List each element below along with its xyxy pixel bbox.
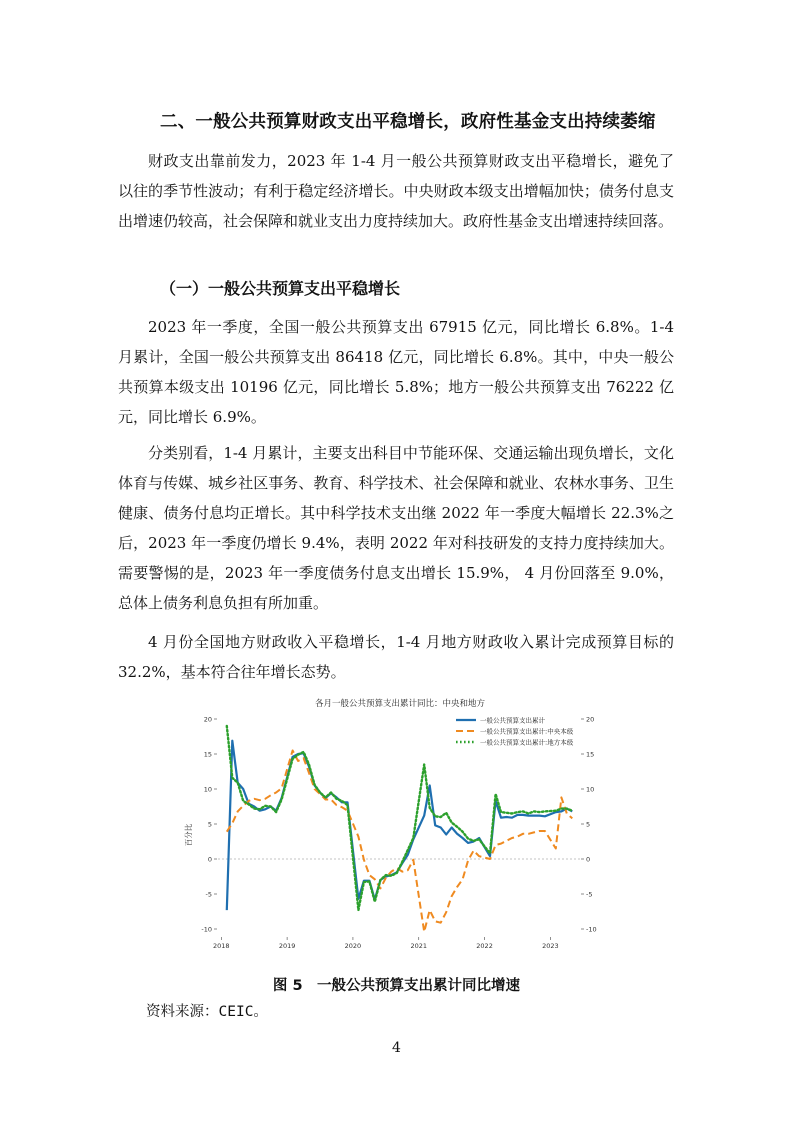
ytick-label-left: -10	[201, 925, 212, 934]
page-number: 4	[392, 1040, 401, 1056]
paragraph-2: 2023 年一季度，全国一般公共预算支出 67915 亿元，同比增长 6.8%。1-4 月累计，全国一般公共预算支出 86418 亿元，同比增长 6.8%。其中，中央一般公共预算本级支出 10196 亿元，同比增长 5.8%；地方一般公共预算支出 76222 亿元，同比增长 6.9%。	[118, 318, 674, 426]
ytick-label-right: 5	[586, 820, 591, 829]
ytick-label-right: 10	[586, 785, 595, 794]
paragraph-1: 财政支出靠前发力，2023 年 1-4 月一般公共预算财政支出平稳增长，避免了以往的季节性波动；有利于稳定经济增长。中央财政本级支出增幅加快；债务付息支出增速仍较高，社会保障和就业支出力度持续加大。政府性基金支出增速持续回落。	[118, 152, 674, 230]
series-line-2	[227, 751, 573, 932]
xtick-label: 2023	[542, 942, 559, 950]
ytick-label-left: 15	[203, 750, 212, 759]
chart-legend	[456, 716, 574, 747]
ytick-label-left: 20	[203, 715, 212, 724]
figure-source: 资料来源：CEIC。	[146, 1004, 268, 1020]
ytick-label-left: 0	[207, 855, 212, 864]
legend-label-3: 一般公共预算支出累计:地方本级	[480, 738, 574, 747]
chart-lines	[227, 726, 573, 932]
paragraph-4: 4 月份全国地方财政收入平稳增长，1-4 月地方财政收入累计完成预算目标的 32.2%，基本符合往年增长态势。	[118, 633, 674, 681]
xtick-label: 2020	[344, 942, 362, 950]
legend-label-1: 一般公共预算支出累计	[480, 716, 545, 725]
chart-axes	[201, 716, 596, 951]
figure-caption: 图 5 一般公共预算支出累计同比增速	[272, 978, 521, 994]
chart-title: 各月一般公共预算支出累计同比：中央和地方	[314, 699, 486, 709]
section-title: 二、一般公共预算财政支出平稳增长，政府性基金支出持续萎缩	[160, 112, 656, 132]
ytick-label-left: 5	[207, 820, 212, 829]
line-chart	[180, 690, 620, 962]
ytick-label-right: -10	[586, 925, 597, 934]
xtick-label: 2019	[278, 942, 296, 950]
legend-label-2: 一般公共预算支出累计:中央本级	[480, 727, 574, 736]
xtick-label: 2018	[213, 942, 230, 950]
ytick-label-right: 15	[586, 750, 595, 759]
ytick-label-left: 10	[203, 785, 212, 794]
ytick-label-left: -5	[205, 890, 212, 899]
xtick-label: 2021	[410, 942, 428, 950]
xtick-label: 2022	[476, 942, 493, 950]
ytick-label-right: 20	[586, 715, 595, 724]
series-line-3	[227, 726, 573, 910]
series-line-1	[227, 741, 573, 910]
paragraph-3: 分类别看，1-4 月累计，主要支出科目中节能环保、交通运输出现负增长，文化体育与传媒、城乡社区事务、教育、科学技术、社会保障和就业、农林水事务、卫生健康、债务付息均正增长。其中科学技术支出继 2022 年一季度大幅增长 22.3%之后，2023 年一季度仍增长 9.4%，表明 2022 年对科技研发的支持力度持续加大。需要警惕的是，2023 年一季度债务付息支出增长 15.9%， 4 月份回落至 9.0%，总体上债务利息负担有所加重。	[118, 444, 674, 612]
subsection-title: （一）一般公共预算支出平稳增长	[160, 279, 401, 298]
ytick-label-right: 0	[586, 855, 591, 864]
chart-ylabel: 百分比	[184, 823, 193, 847]
ytick-label-right: -5	[586, 890, 593, 899]
